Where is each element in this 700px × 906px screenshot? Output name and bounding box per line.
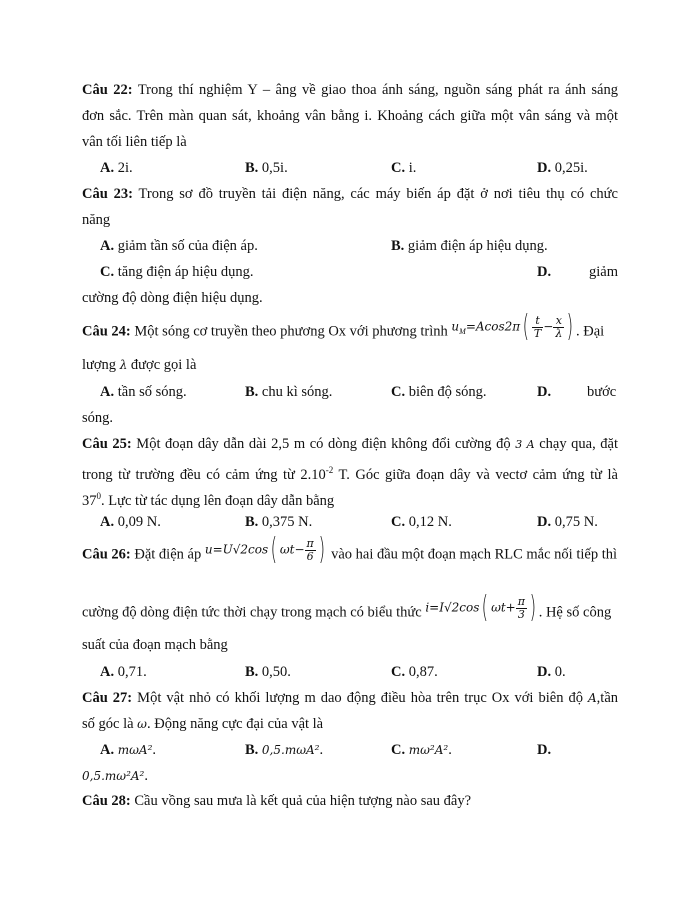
- q27-option-d[interactable]: D.: [537, 742, 552, 758]
- q26-voltage-formula: u=U√2cos( ωt− $\frac{\pi}{6}$ ): [204, 532, 325, 567]
- q24-number: Câu 24:: [82, 323, 131, 340]
- q26-option-c[interactable]: C. 0,87.: [391, 664, 438, 680]
- q26-option-a[interactable]: A. 0,71.: [100, 664, 147, 680]
- q25-number: Câu 25:: [82, 436, 132, 452]
- q23-option-c[interactable]: C. tăng điện áp hiệu dụng.: [100, 264, 254, 280]
- q22-option-c[interactable]: C. i.: [391, 160, 417, 176]
- q25-option-d[interactable]: D. 0,75 N.: [537, 514, 598, 530]
- q27-line1: Câu 27: Một vật nhỏ có khối lượng m dao động điều hòa trên trục Ox với biên độ A,tần: [82, 690, 619, 706]
- q22-line2: đơn sắc. Trên màn quan sát, khoảng vân bằng i. Khoảng cách giữa một vân sáng và một: [82, 108, 618, 124]
- q23-option-d-text1: giảm: [589, 264, 618, 280]
- q26-line3: suất của đoạn mạch bằng: [82, 637, 228, 653]
- q23-option-d-text2: cường độ dòng điện hiệu dụng.: [82, 290, 263, 306]
- q24-formula: $u_M=Acos2\pi$( $\frac{t}{T}$ − $\frac{x}{\lambda}$ ): [451, 309, 574, 344]
- q22-line3: vân tối liên tiếp là: [82, 134, 187, 150]
- q27-option-a[interactable]: A. mωA².: [100, 742, 156, 758]
- q26-option-b[interactable]: B. 0,50.: [245, 664, 291, 680]
- q28-number: Câu 28:: [82, 793, 131, 809]
- q26-option-d[interactable]: D. 0.: [537, 664, 566, 680]
- q22-number: Câu 22:: [82, 82, 133, 98]
- q25-option-a[interactable]: A. 0,09 N.: [100, 514, 161, 530]
- q24-option-d-text2: sóng.: [82, 410, 114, 426]
- q25-line1: Câu 25: Một đoạn dây dẫn dài 2,5 m có dòng điện không đổi cường độ 3 A chạy qua, đặt: [82, 436, 619, 452]
- q23-line2: năng: [82, 212, 111, 228]
- q28-line1: Câu 28: Cầu vồng sau mưa là kết quả của hiện tượng nào sau đây?: [82, 793, 472, 809]
- q24-option-b[interactable]: B. chu kì sóng.: [245, 384, 333, 400]
- q22-option-b[interactable]: B. 0,5i.: [245, 160, 288, 176]
- q25-option-b[interactable]: B. 0,375 N.: [245, 514, 313, 530]
- q24-option-c[interactable]: C. biên độ sóng.: [391, 384, 487, 400]
- q25-line2: trong từ trường đều có cảm ứng từ $2.10^{-2}$ T. Góc giữa đoạn dây và vectơ cảm ứng từ là: [82, 465, 618, 483]
- q22-option-d[interactable]: D. 0,25i.: [537, 160, 588, 176]
- q27-option-d-text: 0,5.mω²A².: [82, 768, 148, 784]
- q26-line2: cường độ dòng điện tức thời chạy trong mạch có biểu thức i=I√2cos( ωt+ $\frac{\pi}{3}$ ) . Hệ số công: [82, 590, 612, 625]
- q22-line1: Câu 22: Trong thí nghiệm Y – âng về giao thoa ánh sáng, nguồn sáng phát ra ánh sáng: [82, 82, 618, 98]
- q23-line1: Câu 23: Trong sơ đồ truyền tải điện năng, các máy biến áp đặt ở nơi tiêu thụ có chức: [82, 186, 618, 202]
- q24-option-d-text1: bước: [587, 384, 617, 400]
- q23-number: Câu 23:: [82, 186, 133, 202]
- q26-number: Câu 26:: [82, 546, 131, 563]
- q24-line1: Câu 24: Một sóng cơ truyền theo phương Ox với phương trình $u_M=Acos2\pi$( $\frac{t}{T}$ − $\frac{x}{\lambda}$ ) . Đại: [82, 309, 605, 344]
- q24-option-d[interactable]: D.: [537, 384, 552, 400]
- q25-option-c[interactable]: C. 0,12 N.: [391, 514, 452, 530]
- q23-option-d[interactable]: D.: [537, 264, 552, 280]
- q26-current-formula: i=I√2cos( ωt+ $\frac{\pi}{3}$ ): [425, 590, 537, 625]
- q27-option-b[interactable]: B. 0,5.mωA².: [245, 742, 324, 758]
- q24-line2: lượng λ được gọi là: [82, 357, 197, 373]
- q26-line1: Câu 26: Đặt điện áp u=U√2cos( ωt− $\frac{\pi}{6}$ ) vào hai đầu một đoạn mạch RLC mắc nối tiếp thì: [82, 532, 618, 567]
- q24-option-a[interactable]: A. tần số sóng.: [100, 384, 187, 400]
- q23-option-b[interactable]: B. giảm điện áp hiệu dụng.: [391, 238, 548, 254]
- q22-option-a[interactable]: A. 2i.: [100, 160, 133, 176]
- q25-line3: $37^0$. Lực từ tác dụng lên đoạn dây dẫn bằng: [82, 491, 335, 509]
- q27-option-c[interactable]: C. mω²A².: [391, 742, 452, 758]
- q23-option-a[interactable]: A. giảm tần số của điện áp.: [100, 238, 258, 254]
- q27-line2: số góc là ω. Động năng cực đại của vật là: [82, 716, 324, 732]
- q27-number: Câu 27:: [82, 690, 133, 706]
